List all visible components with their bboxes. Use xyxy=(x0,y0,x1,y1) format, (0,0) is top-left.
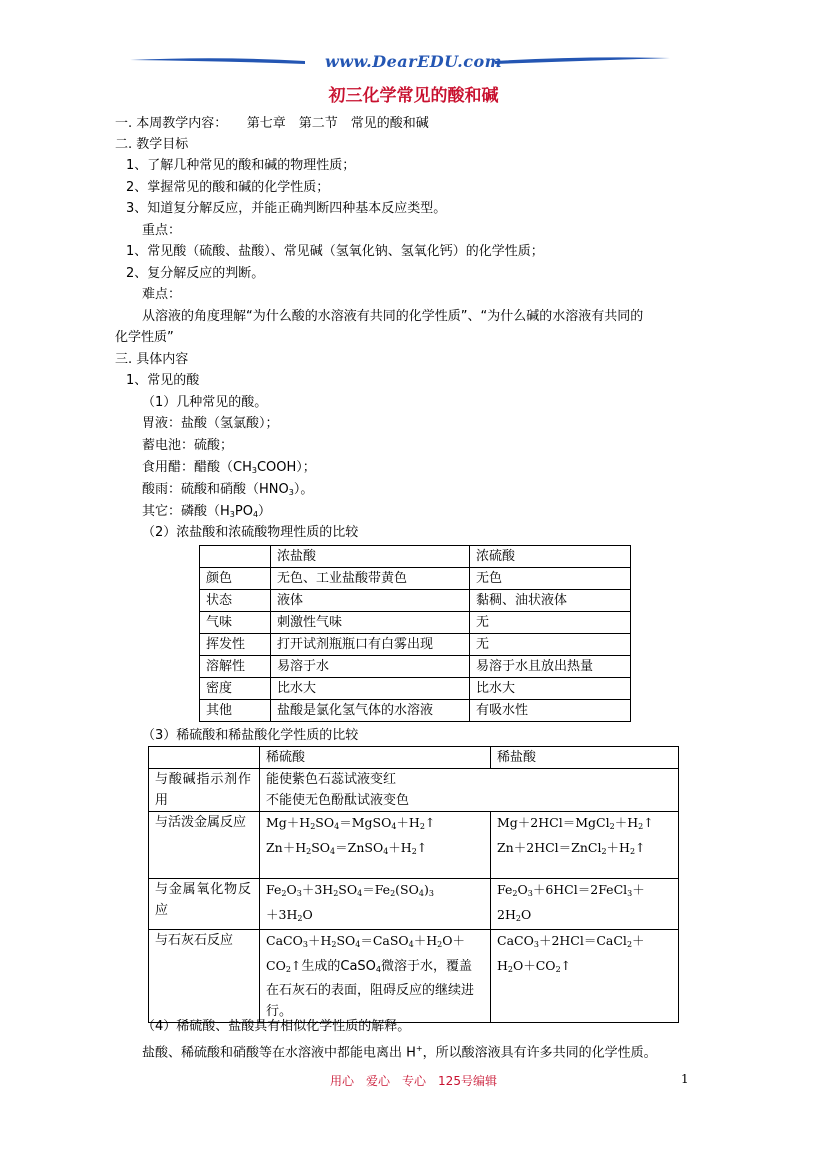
table-cell: 刺激性气味 xyxy=(271,612,470,634)
table-cell xyxy=(260,812,491,879)
goal-3: 3、知道复分解反应，并能正确判断四种基本反应类型。 xyxy=(126,201,447,216)
table-cell: 浓硫酸 xyxy=(470,546,631,568)
equation: CaCO$_3$＋2HCl＝CaCl$_2$＋ xyxy=(497,933,645,949)
table-row xyxy=(200,678,631,700)
table-row xyxy=(200,590,631,612)
table-cell: $CaCO_3+H_2SO_4=CaSO_4+H_2O+CO_2↑$生成的CaSO$_4$微溶于水，覆盖在石灰石的表面，阻碍反应的继续进行。 xyxy=(260,930,491,1023)
subsection-acids: 1、常见的酸 xyxy=(126,373,200,388)
table-cell: 有吸水性 xyxy=(470,700,631,722)
table-cell: 密度 xyxy=(200,678,271,700)
table-row xyxy=(149,879,679,930)
table-cell: 盐酸是氯化氢气体的水溶液 xyxy=(271,700,470,722)
goal-1: 1、了解几种常见的酸和碱的物理性质； xyxy=(126,158,356,173)
table-row xyxy=(149,747,679,769)
table-cell: 液体 xyxy=(271,590,470,612)
key-point-1: 1、常见酸（硫酸、盐酸）、常见碱（氢氧化钠、氢氧化钙）的化学性质； xyxy=(126,244,544,259)
difficulty-heading: 难点： xyxy=(142,287,182,302)
acid-stomach: 胃液：盐酸（氢氯酸）； xyxy=(142,416,279,431)
table-cell: 溶解性 xyxy=(200,656,271,678)
page-number: 1 xyxy=(681,1072,689,1086)
difficulty-text: 从溶液的角度理解“为什么酸的水溶液有共同的化学性质”、“为什么碱的水溶液有共同的 xyxy=(142,309,644,324)
table-cell: 与石灰石反应 xyxy=(149,930,260,1023)
table-cell: 与活泼金属反应 xyxy=(149,812,260,879)
table-cell: 打开试剂瓶瓶口有白雾出现 xyxy=(271,634,470,656)
equation: $Mg+2HCl=MgCl_2+H_2↑$ xyxy=(497,815,654,831)
equation: $+3H_2O$ xyxy=(266,907,313,923)
key-point-2: 2、复分解反应的判断。 xyxy=(126,266,265,281)
acid-battery: 蓄电池：硫酸； xyxy=(142,438,234,453)
table-cell: 状态 xyxy=(200,590,271,612)
table-row xyxy=(149,930,679,1023)
table-cell xyxy=(260,769,679,812)
chemical-properties-table xyxy=(148,746,679,1023)
equation: $H_2O+CO_2↑$ xyxy=(497,958,572,974)
footer-text: 用心 爱心 专心 125号编辑 xyxy=(330,1074,497,1088)
table-cell: 气味 xyxy=(200,612,271,634)
equation: $CaCO_3+H_2SO_4=CaSO_4+H_2O+CO_2↑$ xyxy=(266,933,466,974)
table-row xyxy=(200,546,631,568)
table-row xyxy=(200,656,631,678)
equation: $Zn+H_2SO_4=ZnSO_4+H_2↑$ xyxy=(266,840,428,856)
table-cell: 无色 xyxy=(470,568,631,590)
table-row xyxy=(200,634,631,656)
table-row xyxy=(200,700,631,722)
note-text: 生成的CaSO xyxy=(301,959,376,974)
equation: $Zn+2HCl=ZnCl_2+H_2↑$ xyxy=(497,840,646,856)
goal-2: 2、掌握常见的酸和碱的化学性质； xyxy=(126,180,330,195)
table-cell: 比水大 xyxy=(271,678,470,700)
indicator-line-1: 能使紫色石蕊试液变红 xyxy=(266,772,397,787)
site-url: www.DearEDU.com xyxy=(324,52,503,71)
table-cell: 挥发性 xyxy=(200,634,271,656)
table-cell: 易溶于水且放出热量 xyxy=(470,656,631,678)
table-row xyxy=(149,769,679,812)
page-title: 初三化学常见的酸和碱 xyxy=(328,86,499,106)
item-physical-compare: （2）浓盐酸和浓硫酸物理性质的比较 xyxy=(142,525,359,540)
table-cell: 易溶于水 xyxy=(271,656,470,678)
note-text: 微溶于水，覆盖在石灰石的表面，阻碍反应的继续进行。 xyxy=(266,959,475,1019)
table-cell xyxy=(200,546,271,568)
table-row xyxy=(200,612,631,634)
item-chemical-compare: （3）稀硫酸和稀盐酸化学性质的比较 xyxy=(142,728,359,743)
table-cell: 浓盐酸 xyxy=(271,546,470,568)
table-cell: 与酸碱指示剂作用 xyxy=(149,769,260,812)
table-cell: 其他 xyxy=(200,700,271,722)
table-cell xyxy=(491,930,679,1023)
equation: $2H_2O$ xyxy=(497,907,532,923)
table-cell: 颜色 xyxy=(200,568,271,590)
explanation-text: 盐酸、稀硫酸和硝酸等在水溶液中都能电离出 H+，所以酸溶液具有许多共同的化学性质。 xyxy=(142,1044,657,1061)
table-cell xyxy=(149,747,260,769)
indicator-line-2: 不能使无色酚酞试液变色 xyxy=(266,793,410,808)
acid-vinegar: 食用醋：醋酸$(CH_3COOH)$； xyxy=(142,460,316,475)
section-3: 三. 具体内容 xyxy=(115,352,189,367)
equation: $Fe_2O_3+3H_2SO_4=Fe_2(SO_4)_3$ xyxy=(266,882,434,898)
table-cell: 稀盐酸 xyxy=(491,747,679,769)
table-row xyxy=(200,568,631,590)
table-cell xyxy=(491,879,679,930)
table-row xyxy=(149,812,679,879)
section-1: 一. 本周教学内容： 第七章 第二节 常见的酸和碱 xyxy=(115,116,429,131)
key-point-heading: 重点： xyxy=(142,223,182,238)
acid-rain: 酸雨：硫酸和硝酸$(HNO_3)$。 xyxy=(142,482,314,497)
acid-other: 其它：磷酸$(H_3PO_4)$ xyxy=(142,504,272,519)
item-explanation: （4）稀硫酸、盐酸具有相似化学性质的解释。 xyxy=(142,1019,411,1034)
equation: $Fe_2O_3+6HCl=2FeCl_3+$ xyxy=(497,882,645,898)
physical-properties-table xyxy=(199,545,631,722)
item-common-acids: （1）几种常见的酸。 xyxy=(142,395,268,410)
table-cell xyxy=(260,879,491,930)
table-cell: 比水大 xyxy=(470,678,631,700)
table-cell xyxy=(491,812,679,879)
table-cell: 无色、工业盐酸带黄色 xyxy=(271,568,470,590)
table-cell: 无 xyxy=(470,612,631,634)
table-cell: 与金属氧化物反应 xyxy=(149,879,260,930)
equation: $Mg+H_2SO_4=MgSO_4+H_2↑$ xyxy=(266,815,436,831)
table-cell: 黏稠、油状液体 xyxy=(470,590,631,612)
table-cell: 无 xyxy=(470,634,631,656)
section-2: 二. 教学目标 xyxy=(115,137,189,152)
table-cell: 稀硫酸 xyxy=(260,747,491,769)
difficulty-text-cont: 化学性质” xyxy=(115,330,174,345)
